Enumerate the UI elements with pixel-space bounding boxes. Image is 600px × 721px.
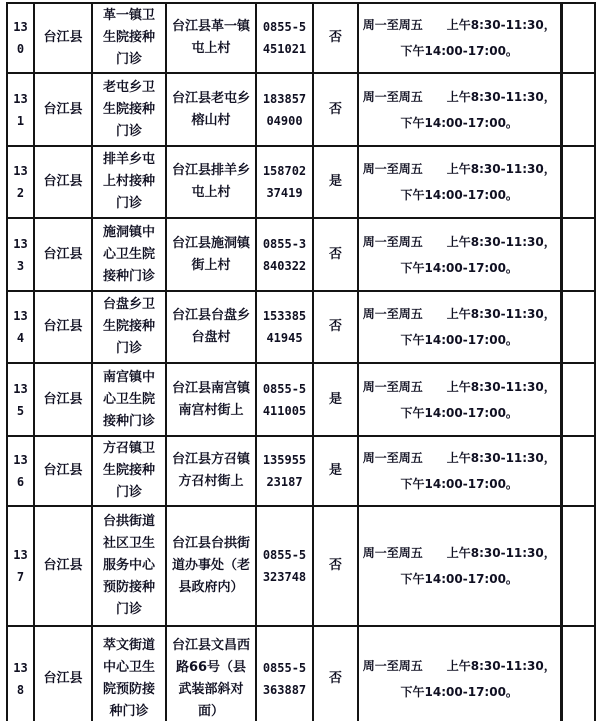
row-number: 133 bbox=[13, 236, 28, 273]
schedule-line-1: 周一至周五 上午8:30-11:30， bbox=[362, 162, 556, 176]
clinic-name: 方召镇卫生院接种门诊 bbox=[102, 441, 155, 500]
address-cell bbox=[166, 218, 256, 291]
phone-cell bbox=[256, 146, 313, 218]
schedule-line-2: 下午14:00-17:00。 bbox=[400, 477, 518, 491]
yes-no-cell bbox=[313, 291, 358, 363]
schedule-cell bbox=[358, 363, 561, 436]
phone-number: 18385704900 bbox=[262, 91, 307, 128]
clinic-name-cell bbox=[92, 506, 166, 626]
yes-no-cell bbox=[313, 436, 358, 506]
county-name: 台江县 bbox=[43, 558, 83, 573]
yes-no-value: 否 bbox=[328, 101, 342, 117]
schedule-line-2: 下午14:00-17:00。 bbox=[400, 684, 518, 699]
row-number: 134 bbox=[13, 309, 28, 345]
row-number: 137 bbox=[13, 548, 28, 584]
county-name: 台江县 bbox=[43, 246, 83, 262]
clinic-address: 台江县老屯乡榕山村 bbox=[171, 90, 250, 128]
schedule-line-1: 周一至周五 上午8:30-11:30， bbox=[362, 307, 556, 321]
empty-cell bbox=[561, 73, 595, 146]
empty-cell bbox=[561, 3, 595, 73]
schedule-line-2: 下午14:00-17:00。 bbox=[400, 405, 518, 420]
empty-cell bbox=[561, 218, 595, 291]
county-name: 台江县 bbox=[43, 670, 83, 686]
yes-no-cell bbox=[313, 218, 358, 291]
yes-no-value: 否 bbox=[328, 30, 342, 45]
clinic-name-cell bbox=[92, 436, 166, 506]
county-name: 台江县 bbox=[43, 174, 83, 189]
clinic-name-cell bbox=[92, 363, 166, 436]
row-number-cell bbox=[7, 73, 34, 146]
clinic-name-cell bbox=[92, 626, 166, 721]
table-row bbox=[7, 291, 595, 363]
yes-no-cell bbox=[313, 3, 358, 73]
schedule-cell bbox=[358, 506, 561, 626]
yes-no-cell bbox=[313, 73, 358, 146]
clinic-name: 革一镇卫生院接种门诊 bbox=[102, 8, 155, 67]
clinic-address: 台江县南宫镇南宫村街上 bbox=[171, 380, 250, 418]
table-row bbox=[7, 73, 595, 146]
county-name: 台江县 bbox=[43, 463, 83, 478]
address-cell bbox=[166, 363, 256, 436]
address-cell bbox=[166, 3, 256, 73]
address-cell bbox=[166, 436, 256, 506]
phone-number: 0855-5323748 bbox=[262, 548, 307, 584]
clinic-name: 台拱街道社区卫生服务中心预防接种门诊 bbox=[102, 514, 155, 617]
clinic-name: 萃文街道中心卫生院预防接种门诊 bbox=[102, 637, 155, 719]
address-cell bbox=[166, 146, 256, 218]
yes-no-value: 否 bbox=[328, 319, 342, 334]
row-number-cell bbox=[7, 291, 34, 363]
empty-cell bbox=[561, 291, 595, 363]
table-row bbox=[7, 506, 595, 626]
row-number-cell bbox=[7, 506, 34, 626]
table-row bbox=[7, 363, 595, 436]
county-cell bbox=[34, 3, 92, 73]
schedule-cell bbox=[358, 73, 561, 146]
row-number: 131 bbox=[13, 91, 28, 128]
clinic-name-cell bbox=[92, 291, 166, 363]
county-name: 台江县 bbox=[43, 101, 83, 117]
schedule-line-2: 下午14:00-17:00。 bbox=[400, 260, 518, 275]
empty-cell bbox=[561, 626, 595, 721]
county-cell bbox=[34, 363, 92, 436]
clinic-address: 台江县台盘乡台盘村 bbox=[171, 308, 250, 345]
phone-cell bbox=[256, 363, 313, 436]
clinic-address: 台江县文昌西路66号（县武装部斜对面） bbox=[171, 637, 250, 719]
county-cell bbox=[34, 218, 92, 291]
yes-no-cell bbox=[313, 506, 358, 626]
clinic-address: 台江县台拱街道办事处（老县政府内） bbox=[171, 536, 250, 595]
yes-no-value: 是 bbox=[328, 463, 342, 478]
county-name: 台江县 bbox=[43, 30, 83, 45]
county-cell bbox=[34, 506, 92, 626]
phone-cell bbox=[256, 436, 313, 506]
schedule-cell bbox=[358, 291, 561, 363]
address-cell bbox=[166, 73, 256, 146]
clinic-name-cell bbox=[92, 3, 166, 73]
yes-no-value: 是 bbox=[328, 391, 342, 407]
address-cell bbox=[166, 506, 256, 626]
phone-cell bbox=[256, 626, 313, 721]
schedule-line-2: 下午14:00-17:00。 bbox=[400, 188, 518, 202]
yes-no-value: 是 bbox=[328, 174, 342, 189]
schedule-line-2: 下午14:00-17:00。 bbox=[400, 333, 518, 347]
clinic-name: 排羊乡屯上村接种门诊 bbox=[102, 152, 155, 211]
clinic-name: 南宫镇中心卫生院接种门诊 bbox=[102, 369, 155, 429]
schedule-line-1: 周一至周五 上午8:30-11:30， bbox=[362, 546, 556, 560]
phone-number: 13595523187 bbox=[262, 453, 307, 489]
row-number: 130 bbox=[13, 20, 28, 56]
row-number: 136 bbox=[13, 453, 28, 489]
clinic-name-cell bbox=[92, 218, 166, 291]
yes-no-value: 否 bbox=[328, 246, 342, 262]
schedule-line-2: 下午14:00-17:00。 bbox=[400, 572, 518, 586]
phone-cell bbox=[256, 73, 313, 146]
schedule-line-2: 下午14:00-17:00。 bbox=[400, 44, 518, 58]
yes-no-cell bbox=[313, 146, 358, 218]
phone-number: 15870237419 bbox=[262, 164, 307, 200]
schedule-line-1: 周一至周五 上午8:30-11:30， bbox=[362, 18, 556, 32]
clinic-name-cell bbox=[92, 73, 166, 146]
row-number-cell bbox=[7, 626, 34, 721]
schedule-line-2: 下午14:00-17:00。 bbox=[400, 115, 518, 130]
vaccination-clinic-table bbox=[6, 2, 596, 721]
row-number: 138 bbox=[13, 660, 28, 697]
schedule-line-1: 周一至周五 上午8:30-11:30， bbox=[362, 379, 556, 394]
schedule-cell bbox=[358, 626, 561, 721]
empty-cell bbox=[561, 146, 595, 218]
clinic-name: 老屯乡卫生院接种门诊 bbox=[102, 79, 155, 139]
row-number-cell bbox=[7, 363, 34, 436]
row-number-cell bbox=[7, 436, 34, 506]
table-row bbox=[7, 146, 595, 218]
phone-cell bbox=[256, 506, 313, 626]
yes-no-value: 否 bbox=[328, 670, 342, 686]
schedule-line-1: 周一至周五 上午8:30-11:30， bbox=[362, 89, 556, 104]
table-row bbox=[7, 3, 595, 73]
empty-cell bbox=[561, 363, 595, 436]
schedule-cell bbox=[358, 436, 561, 506]
county-name: 台江县 bbox=[43, 391, 83, 407]
clinic-address: 台江县施洞镇街上村 bbox=[171, 235, 250, 273]
phone-number: 0855-5451021 bbox=[262, 20, 307, 56]
phone-number: 0855-5363887 bbox=[262, 660, 307, 697]
clinic-address: 台江县方召镇方召村街上 bbox=[171, 452, 250, 489]
row-number-cell bbox=[7, 3, 34, 73]
clinic-name: 施洞镇中心卫生院接种门诊 bbox=[102, 224, 155, 284]
county-cell bbox=[34, 146, 92, 218]
phone-number: 15338541945 bbox=[262, 309, 307, 345]
phone-cell bbox=[256, 218, 313, 291]
row-number-cell bbox=[7, 146, 34, 218]
clinic-table-body bbox=[7, 3, 595, 721]
schedule-cell bbox=[358, 218, 561, 291]
county-cell bbox=[34, 626, 92, 721]
phone-number: 0855-5411005 bbox=[262, 381, 307, 418]
phone-cell bbox=[256, 3, 313, 73]
schedule-line-1: 周一至周五 上午8:30-11:30， bbox=[362, 451, 556, 465]
row-number: 135 bbox=[13, 381, 28, 418]
clinic-address: 台江县排羊乡屯上村 bbox=[171, 163, 250, 200]
row-number-cell bbox=[7, 218, 34, 291]
yes-no-cell bbox=[313, 626, 358, 721]
row-number: 132 bbox=[13, 164, 28, 200]
county-cell bbox=[34, 436, 92, 506]
clinic-name-cell bbox=[92, 146, 166, 218]
empty-cell bbox=[561, 506, 595, 626]
schedule-line-1: 周一至周五 上午8:30-11:30， bbox=[362, 234, 556, 249]
clinic-name: 台盘乡卫生院接种门诊 bbox=[102, 297, 155, 356]
schedule-cell bbox=[358, 3, 561, 73]
schedule-cell bbox=[358, 146, 561, 218]
table-row bbox=[7, 218, 595, 291]
phone-cell bbox=[256, 291, 313, 363]
clinic-address: 台江县革一镇屯上村 bbox=[171, 19, 250, 56]
county-cell bbox=[34, 73, 92, 146]
table-row bbox=[7, 626, 595, 721]
county-cell bbox=[34, 291, 92, 363]
county-name: 台江县 bbox=[43, 319, 83, 334]
yes-no-cell bbox=[313, 363, 358, 436]
address-cell bbox=[166, 626, 256, 721]
address-cell bbox=[166, 291, 256, 363]
table-row bbox=[7, 436, 595, 506]
phone-number: 0855-3840322 bbox=[262, 236, 307, 273]
schedule-line-1: 周一至周五 上午8:30-11:30， bbox=[362, 658, 556, 673]
empty-cell bbox=[561, 436, 595, 506]
yes-no-value: 否 bbox=[328, 558, 342, 573]
